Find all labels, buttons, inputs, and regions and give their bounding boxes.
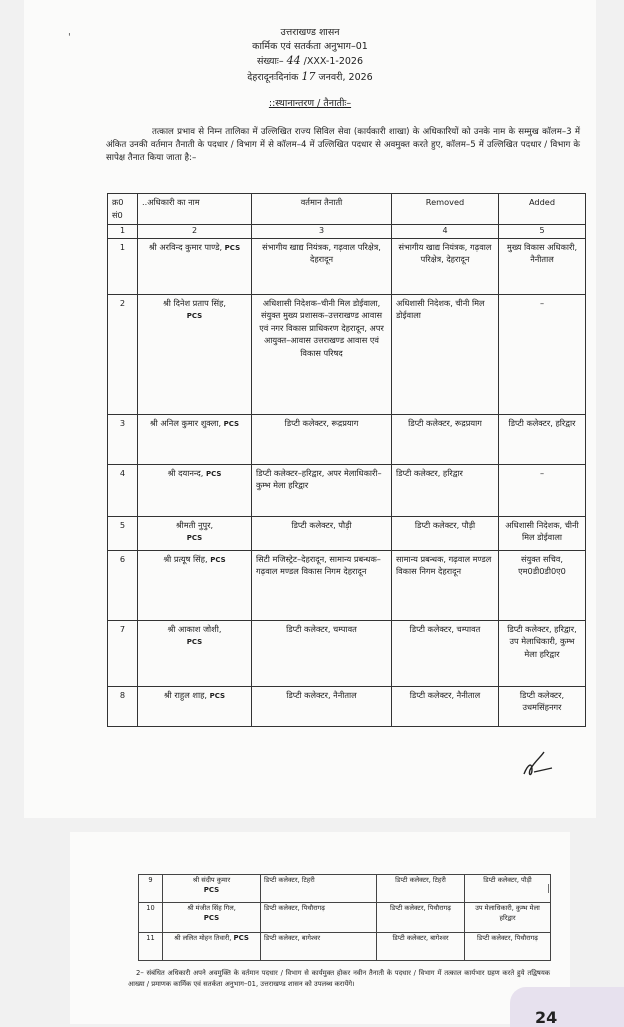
header-removed: Removed bbox=[392, 194, 499, 225]
transfer-table bbox=[107, 193, 586, 727]
added-posting: मुख्य विकास अधिकारी, नैनीताल bbox=[499, 238, 586, 294]
table-row bbox=[139, 933, 551, 961]
order-handwritten-number: 44 bbox=[286, 54, 301, 67]
name-text: श्री अनिल कुमार शुक्ला, bbox=[149, 417, 222, 428]
date-suffix: जनवरी, 2026 bbox=[318, 72, 373, 83]
added-posting: डिप्टी कलेक्टर, हरिद्वार bbox=[499, 414, 586, 464]
pcs-tag: PCS bbox=[209, 691, 226, 700]
row-serial: 4 bbox=[108, 464, 138, 516]
column-number: 4 bbox=[392, 225, 499, 239]
removed-posting: अधिशासी निदेशक, चीनी मिल डोईवाला bbox=[392, 294, 499, 414]
removed-posting: डिप्टी कलेक्टर, पौड़ी bbox=[392, 516, 499, 550]
added-posting: अधिशासी निदेशक, चीनी मिल डोईवाला bbox=[499, 516, 586, 550]
header-name: ..अधिकारी का नाम bbox=[138, 194, 252, 225]
name-text: श्री आकाश जोशी, bbox=[167, 623, 222, 634]
row-serial: 8 bbox=[108, 686, 138, 726]
pcs-tag: PCS bbox=[203, 913, 220, 922]
signature-mark bbox=[518, 744, 558, 784]
current-posting: डिप्टी कलेक्टर, नैनीताल bbox=[252, 686, 392, 726]
officer-name bbox=[138, 294, 252, 414]
document-page-1 bbox=[24, 0, 596, 818]
pcs-tag: PCS bbox=[224, 243, 241, 252]
margin-mark: ' bbox=[68, 32, 71, 43]
name-text: श्री अरविन्द कुमार पाण्डे, bbox=[148, 241, 223, 252]
name-text: श्री संदीप कुमार bbox=[192, 876, 231, 884]
name-text: श्रीमती नुपुर, bbox=[175, 519, 214, 530]
table-header-row bbox=[108, 194, 586, 225]
row-serial: 5 bbox=[108, 516, 138, 550]
pcs-tag: PCS bbox=[186, 312, 203, 320]
order-date bbox=[24, 70, 596, 85]
table-row bbox=[108, 516, 586, 550]
table-row bbox=[108, 464, 586, 516]
pcs-tag: PCS bbox=[186, 638, 203, 646]
row-serial: 9 bbox=[139, 875, 163, 903]
column-number: 3 bbox=[252, 225, 392, 239]
order-number bbox=[24, 54, 596, 69]
date-handwritten-day: 17 bbox=[301, 70, 316, 83]
overlay-badge-text: 24 bbox=[535, 1008, 558, 1027]
officer-name bbox=[163, 903, 261, 933]
row-serial: 10 bbox=[139, 903, 163, 933]
removed-posting: डिप्टी कलेक्टर, चम्पावत bbox=[392, 620, 499, 686]
column-number-row bbox=[108, 225, 586, 239]
added-posting: डिप्टी कलेक्टर, उधमसिंहनगर bbox=[499, 686, 586, 726]
pcs-tag: PCS bbox=[203, 885, 220, 894]
header-serial: क्र0 सं0 bbox=[108, 194, 138, 225]
name-text: श्री दिनेश प्रताप सिंह, bbox=[162, 297, 226, 308]
name-text: श्री प्रत्यूष सिंह, bbox=[163, 553, 208, 564]
row-serial: 3 bbox=[108, 414, 138, 464]
subject-line: ::स्थानान्तरण / तैनातीः– bbox=[268, 98, 352, 109]
column-number: 2 bbox=[138, 225, 252, 239]
current-posting: सिटी मजिस्ट्रेट–देहरादून, सामान्य प्रबन्धक–गढ़वाल मण्डल विकास निगम देहरादून bbox=[252, 550, 392, 620]
officer-name bbox=[138, 464, 252, 516]
pcs-tag: PCS bbox=[186, 534, 203, 542]
officer-name bbox=[138, 238, 252, 294]
order-prefix: संख्याः– bbox=[256, 56, 284, 67]
current-posting: डिप्टी कलेक्टर, चम्पावत bbox=[252, 620, 392, 686]
table-row bbox=[108, 238, 586, 294]
row-serial: 6 bbox=[108, 550, 138, 620]
added-posting: डिप्टी कलेक्टर, पिथौरागढ़ bbox=[465, 933, 551, 961]
current-posting: डिप्टी कलेक्टर, पिथौरागढ़ bbox=[261, 903, 377, 933]
table-row bbox=[139, 875, 551, 903]
row-serial: 1 bbox=[108, 238, 138, 294]
column-number: 5 bbox=[499, 225, 586, 239]
officer-name bbox=[138, 686, 252, 726]
added-posting: – bbox=[499, 464, 586, 516]
header-current: वर्तमान तैनाती bbox=[252, 194, 392, 225]
officer-name bbox=[138, 620, 252, 686]
removed-posting: डिप्टी कलेक्टर, टिहरी bbox=[377, 875, 465, 903]
removed-posting: डिप्टी कलेक्टर, रूद्रप्रयाग bbox=[392, 414, 499, 464]
order-suffix: /XXX-1-2026 bbox=[303, 56, 364, 67]
row-serial: 7 bbox=[108, 620, 138, 686]
name-text: श्री दयानन्द, bbox=[167, 467, 204, 478]
name-text: श्री ललित मोहन तिवारी, bbox=[174, 934, 232, 942]
officer-name bbox=[138, 550, 252, 620]
table-row bbox=[108, 620, 586, 686]
department-line: कार्मिक एवं सतर्कता अनुभाग–01 bbox=[252, 41, 368, 52]
added-posting: संयुक्त सचिव, एम0डी0डी0ए0 bbox=[499, 550, 586, 620]
overlay-badge[interactable] bbox=[510, 987, 624, 1027]
table-row bbox=[108, 550, 586, 620]
current-posting: डिप्टी कलेक्टर, पौड़ी bbox=[252, 516, 392, 550]
pcs-tag: PCS bbox=[205, 469, 222, 478]
row-serial: 11 bbox=[139, 933, 163, 961]
added-posting: – bbox=[499, 294, 586, 414]
column-number: 1 bbox=[108, 225, 138, 239]
pcs-tag: PCS bbox=[210, 555, 226, 564]
header-added: Added bbox=[499, 194, 586, 225]
removed-posting: संभागीय खाद्य नियंत्रक, गढ़वाल परिक्षेत्र, देहरादून bbox=[392, 238, 499, 294]
pcs-tag: PCS bbox=[233, 934, 249, 942]
transfer-table-continued bbox=[138, 874, 551, 961]
officer-name bbox=[138, 414, 252, 464]
document-page-2 bbox=[70, 832, 570, 1024]
current-posting: डिप्टी कलेक्टर, टिहरी bbox=[261, 875, 377, 903]
removed-posting: डिप्टी कलेक्टर, बागेश्वर bbox=[377, 933, 465, 961]
instruction-paragraph: 2– संबंधित अधिकारी अपने अवमुक्ति के वर्तमान पदधार / विभाग से कार्यमुक्त होकर नवीन तैनाती के पदधार / विभाग में तत्काल कार्यभार ग्रहण करते हुये तद्विषयक आख्या / प्रमाणक कार्मिक एवं सतर्कता अनुभाग–01, उत्तराखण्ड शासन को उपलब्ध करायेंगे। bbox=[128, 969, 550, 988]
table-row bbox=[139, 903, 551, 933]
current-posting: डिप्टी कलेक्टर, बागेश्वर bbox=[261, 933, 377, 961]
removed-posting: सामान्य प्रबन्धक, गढ़वाल मण्डल विकास निगम देहरादून bbox=[392, 550, 499, 620]
added-posting: डिप्टी कलेक्टर, पौड़ी bbox=[465, 875, 551, 903]
removed-posting: डिप्टी कलेक्टर, नैनीताल bbox=[392, 686, 499, 726]
row-serial: 2 bbox=[108, 294, 138, 414]
table-row bbox=[108, 294, 586, 414]
table-row bbox=[108, 414, 586, 464]
name-text: श्री मंजीत सिंह गिल, bbox=[187, 904, 236, 912]
current-posting: डिप्टी कलेक्टर, रूद्रप्रयाग bbox=[252, 414, 392, 464]
govt-title: उत्तराखण्ड शासन bbox=[280, 27, 340, 38]
added-posting: डिप्टी कलेक्टर, हरिद्वार, उप मेलाधिकारी, कुम्भ मेला हरिद्वार bbox=[499, 620, 586, 686]
pcs-tag: PCS bbox=[223, 419, 240, 428]
table-row bbox=[108, 686, 586, 726]
current-posting: डिप्टी कलेक्टर–हरिद्वार, अपर मेलाधिकारी–कुम्भ मेला हरिद्वार bbox=[252, 464, 392, 516]
removed-posting: डिप्टी कलेक्टर, हरिद्वार bbox=[392, 464, 499, 516]
order-paragraph: तत्काल प्रभाव से निम्न तालिका में उल्लिखित राज्य सिविल सेवा (कार्यकारी शाखा) के अधिकारियों को उनके नाम के सम्मुख कॉलम–3 में अंकित उनकी वर्तमान तैनाती के पदधार / विभाग में से कॉलम–4 में उल्लिखित पदधार से अवमुक्त करते हुए, कॉलम–5 में उल्लिखित पदधार / विभाग के सापेक्ष तैनात किया जाता है:– bbox=[106, 127, 580, 163]
removed-posting: डिप्टी कलेक्टर, पिथौरागढ़ bbox=[377, 903, 465, 933]
officer-name bbox=[138, 516, 252, 550]
name-text: श्री राहुल शाह, bbox=[163, 689, 208, 700]
date-prefix: देहरादूनःदिनांक bbox=[247, 72, 299, 83]
added-posting: उप मेलाधिकारी, कुम्भ मेला हरिद्वार bbox=[465, 903, 551, 933]
officer-name bbox=[163, 875, 261, 903]
current-posting: संभागीय खाद्य नियंत्रक, गढ़वाल परिक्षेत्र, देहरादून bbox=[252, 238, 392, 294]
current-posting: अधिशासी निदेशक–चीनी मिल डोईवाला, संयुक्त मुख्य प्रशासक–उत्तराखण्ड आवास एवं नगर विकास प्राधिकरण देहरादून, अपर आयुक्त–आवास उत्तराखण्ड आवास एवं विकास परिषद bbox=[252, 294, 392, 414]
officer-name bbox=[163, 933, 261, 961]
margin-bar: | bbox=[547, 884, 551, 894]
